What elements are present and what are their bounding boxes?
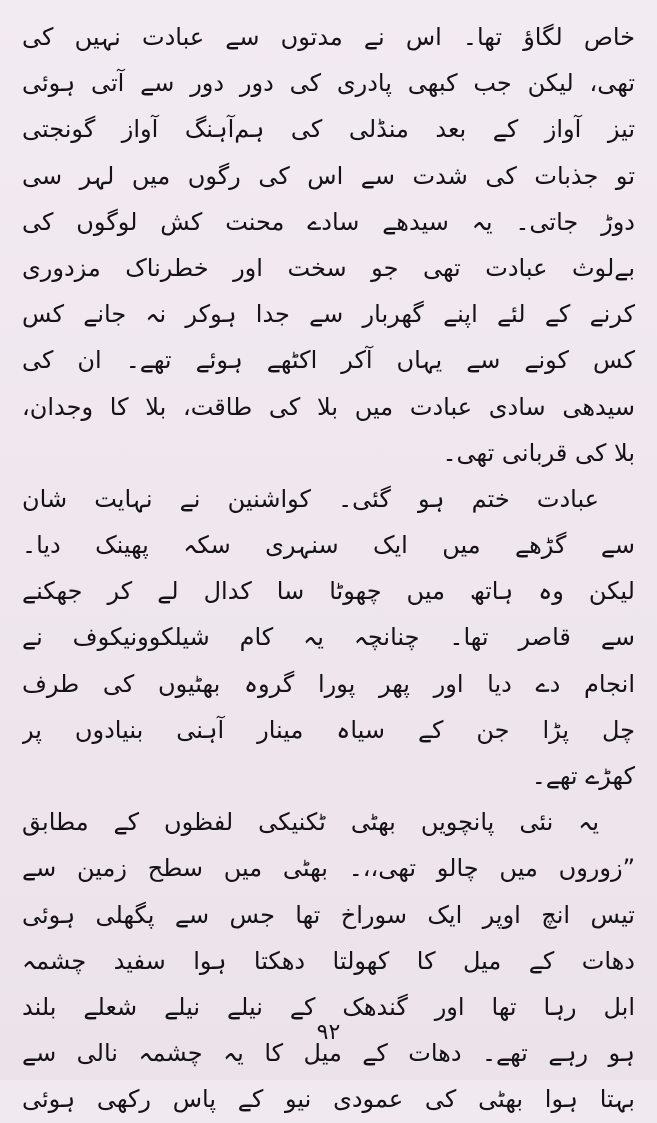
- text-line: ”زوروں میں چالو تھی،،۔ بھٹی میں سطح زمین سے: [22, 854, 635, 883]
- text-line: سیدھی سادی عبادت میں بلا کی طاقت، بلا کا وجدان،: [22, 392, 635, 421]
- paragraph-3: [22, 799, 635, 1122]
- text-line: تو جذبات کی شدت سے اس کی رگوں میں لہر سی: [22, 161, 635, 190]
- text-line: کرنے کے لئے اپنے گھربار سے جدا ہوکر نہ جانے کس: [22, 300, 635, 329]
- text-line: بےلوث عبادت تھی جو سخت اور خطرناک مزدوری: [22, 253, 635, 282]
- text-line: سے گڑھے میں ایک سنہری سکہ پھینک دیا۔: [22, 531, 635, 560]
- text-line: بہتا ہوا بھٹی کی عمودی نیو کے پاس رکھی ہوئی: [22, 1085, 635, 1114]
- text-line: چل پڑا جن کے سیاہ مینار آہنی بنیادوں پر: [22, 715, 635, 744]
- text-line: کس کونے سے یہاں آکر اکٹھے ہوئے تھے۔ ان کی: [22, 346, 635, 375]
- text-line: انجام دے دیا اور پھر پورا گروہ بھٹیوں کی طرف: [22, 669, 635, 698]
- paragraph-2: [22, 476, 635, 799]
- text-line: کھڑے تھے۔: [531, 762, 635, 790]
- text-line: سے قاصر تھا۔ چنانچہ یہ کام شیلکوونیکوف نے: [22, 623, 635, 652]
- text-line: ابل رہا تھا اور گندھک کے نیلے نیلے شعلے بلند: [22, 992, 635, 1021]
- text-line: یہ نئی پانچویں بھٹی ٹکنیکی لفظوں کے مطابق: [22, 808, 599, 837]
- text-line: بلا کی قربانی تھی۔: [442, 438, 635, 467]
- text-line: ہو رہے تھے۔ دھات کے میل کا یہ چشمہ نالی سے: [22, 1039, 635, 1068]
- text-line: لیکن وہ ہاتھ میں چھوٹا سا کدال لے کر جھکنے: [22, 577, 635, 606]
- text-line: عبادت ختم ہو گئی۔ کواشنین نے نہایت شان: [22, 484, 599, 513]
- urdu-text-body: [22, 14, 635, 1123]
- text-line: دوڑ جاتی۔ یہ سیدھے سادے محنت کش لوگوں کی: [22, 207, 635, 236]
- text-line: تیس انچ اوپر ایک سوراخ تھا جس سے پگھلی ہوئی: [22, 900, 635, 929]
- text-line: تیز آواز کے بعد منڈلی کی ہم‌آہنگ آواز گونجتی: [22, 115, 635, 144]
- text-line: تھی، لیکن جب کبھی پادری کی دور دور سے آتی ہوئی: [22, 69, 635, 98]
- paragraph-1: [22, 14, 635, 476]
- text-line: دھات کے میل کا کھولتا دھکتا ہوا سفید چشمہ: [22, 946, 635, 975]
- text-line: خاص لگاؤ تھا۔ اس نے مدتوں سے عبادت نہیں کی: [22, 23, 635, 51]
- page-number: ۹۲: [316, 1020, 341, 1045]
